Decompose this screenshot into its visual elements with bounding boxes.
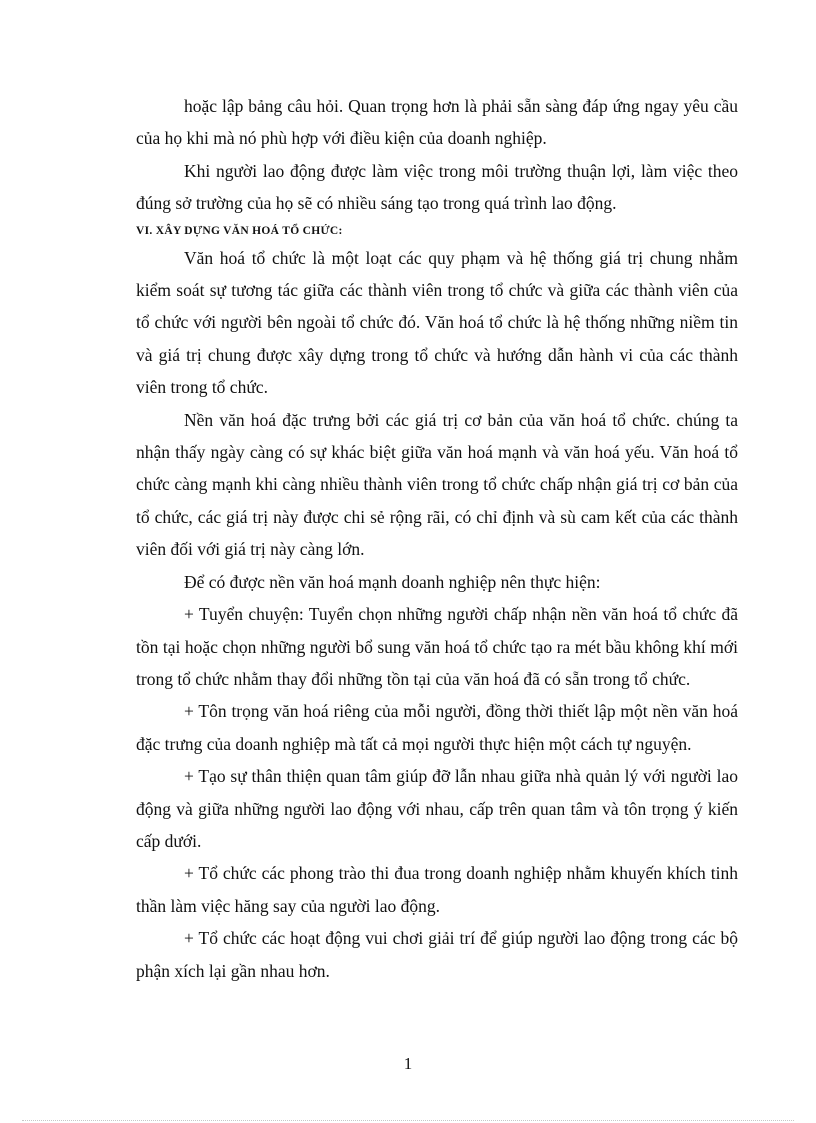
bullet-paragraph: + Tôn trọng văn hoá riêng của mỗi người, đồng thời thiết lập một nền văn hoá đặc trưng của doanh nghiệp mà tất cả mọi người thực hiện một cách tự nguyện. — [136, 701, 738, 754]
bullet-paragraph: + Tạo sự thân thiện quan tâm giúp đỡ lẫn nhau giữa nhà quản lý với người lao động và giữa những người lao động với nhau, cấp trên quan tâm và tôn trọng ý kiến cấp dưới. — [136, 766, 738, 851]
bullet-paragraph: + Tổ chức các hoạt động vui chơi giải trí để giúp người lao động trong các bộ phận xích lại gần nhau hơn. — [136, 928, 738, 981]
section-heading: VI. XÂY DỰNG VĂN HOÁ TỔ CHỨC: — [136, 224, 343, 237]
page-content — [136, 90, 738, 987]
paragraph: Văn hoá tổ chức là một loạt các quy phạm và hệ thống giá trị chung nhằm kiểm soát sự tương tác giữa các thành viên trong tổ chức và giữa các thành viên của tổ chức với người bên ngoài tổ chức đó. Văn hoá tổ chức là hệ thống những niềm tin và giá trị chung được xây dựng trong tổ chức và hướng dẫn hành vi của các thành viên trong tổ chức. — [136, 247, 738, 398]
paragraph: Nền văn hoá đặc trưng bởi các giá trị cơ bản của văn hoá tổ chức. chúng ta nhận thấy ngày càng có sự khác biệt giữa văn hoá mạnh và văn hoá yếu. Văn hoá tổ chức càng mạnh khi càng nhiều thành viên trong tổ chức chấp nhận giá trị cơ bản của tổ chức, các giá trị này được chi sẻ rộng rãi, có chỉ định và sù cam kết của các thành viên đối với giá trị này càng lớn. — [136, 409, 738, 560]
paragraph-continuation: hoặc lập bảng câu hỏi. Quan trọng hơn là phải sẵn sàng đáp ứng ngay yêu cầu của họ khi mà nó phù hợp với điều kiện của doanh nghiệp. — [136, 96, 738, 149]
bullet-paragraph: + Tuyển chuyện: Tuyển chọn những người chấp nhận nền văn hoá tổ chức đã tồn tại hoặc chọn những người bổ sung văn hoá tổ chức tạo ra mét bầu không khí mới trong tổ chức nhằm thay đổi những tồn tại của văn hoá đã có sẵn trong tổ chức. — [136, 604, 738, 689]
footer-divider — [22, 1120, 794, 1121]
paragraph: Khi người lao động được làm việc trong môi trường thuận lợi, làm việc theo đúng sở trường của họ sẽ có nhiều sáng tạo trong quá trình lao động. — [136, 160, 738, 214]
bullet-paragraph: + Tổ chức các phong trào thi đua trong doanh nghiệp nhằm khuyến khích tinh thần làm việc hăng say của người lao động. — [136, 863, 738, 916]
paragraph: Để có được nền văn hoá mạnh doanh nghiệp nên thực hiện: — [184, 571, 601, 592]
page-number: 1 — [403, 1054, 413, 1073]
